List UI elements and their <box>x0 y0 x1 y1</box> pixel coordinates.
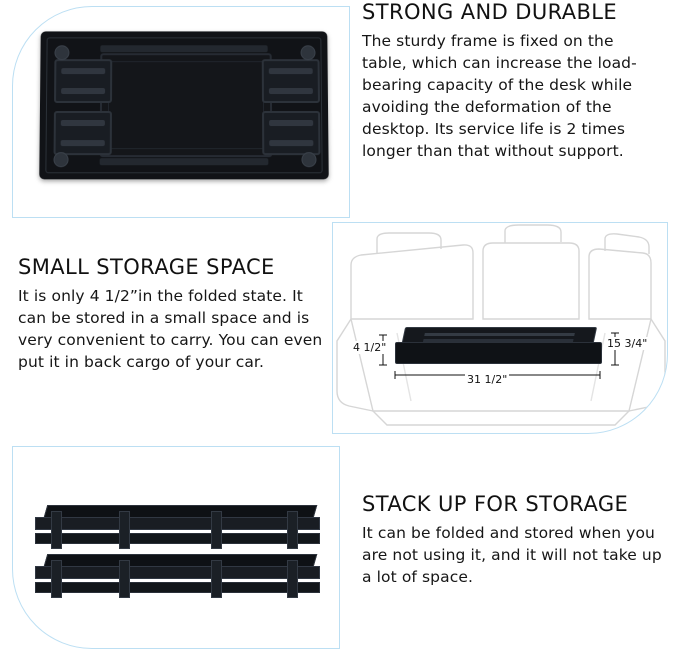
dimension-label-depth: 15 3/4" <box>607 337 648 350</box>
image-stacked-folded-tables <box>12 446 340 649</box>
stacked-table-rail <box>35 517 320 530</box>
stacked-table-leg <box>287 511 298 549</box>
stacked-table-upper <box>35 505 318 557</box>
stacked-table-rail-lower <box>35 582 320 593</box>
stacked-table-leg <box>119 511 130 549</box>
section-strong-and-durable <box>362 0 662 162</box>
section-heading-stack: STACK UP FOR STORAGE <box>362 492 629 516</box>
section-body-small-storage: It is only 4 1/2”in the folded state. It can be stored in a small space and is very convenient to carry. You can even put it in back cargo of your car. <box>18 287 323 372</box>
stacked-table-leg <box>51 511 62 549</box>
section-body-stack: It can be folded and stored when you are not using it, and it will not take up a lot of space. <box>362 524 662 587</box>
section-heading-small-storage: SMALL STORAGE SPACE <box>18 255 275 279</box>
section-small-storage-space <box>18 255 336 373</box>
table-top-surface <box>39 31 328 179</box>
dimension-label-width: 31 1/2" <box>467 373 508 386</box>
folded-leg-top-right <box>262 59 320 103</box>
stacked-table-leg <box>211 511 222 549</box>
stacked-table-rail-lower <box>35 533 320 544</box>
steel-frame-panel <box>100 53 273 157</box>
section-stack-up-for-storage <box>362 492 662 588</box>
section-body-strong: The sturdy frame is fixed on the table, which can increase the load-bearing capacity of the desk while avoiding the deformation of the desktop. Its service life is 2 times longer than that without support. <box>362 32 637 161</box>
support-bar-top <box>100 45 267 52</box>
stacked-table-leg <box>51 560 62 598</box>
support-bar-bottom <box>100 158 269 165</box>
dimension-lines <box>333 223 668 434</box>
corner-foot <box>53 152 68 167</box>
image-folded-table-top-view <box>12 6 350 218</box>
corner-foot <box>54 45 69 60</box>
stacked-table-lower <box>35 554 318 606</box>
stacked-table-leg <box>211 560 222 598</box>
folded-leg-bottom-right <box>262 111 320 155</box>
stacked-table-leg <box>287 560 298 598</box>
folded-leg-bottom-left <box>54 111 112 155</box>
corner-foot <box>301 152 316 167</box>
dimension-label-height: 4 1/2" <box>353 341 387 354</box>
stacked-table-rail <box>35 566 320 579</box>
corner-foot <box>301 45 316 60</box>
folded-leg-top-left <box>54 59 112 103</box>
image-car-trunk-storage <box>332 222 668 434</box>
stacked-table-leg <box>119 560 130 598</box>
section-heading-strong: STRONG AND DURABLE <box>362 0 618 24</box>
